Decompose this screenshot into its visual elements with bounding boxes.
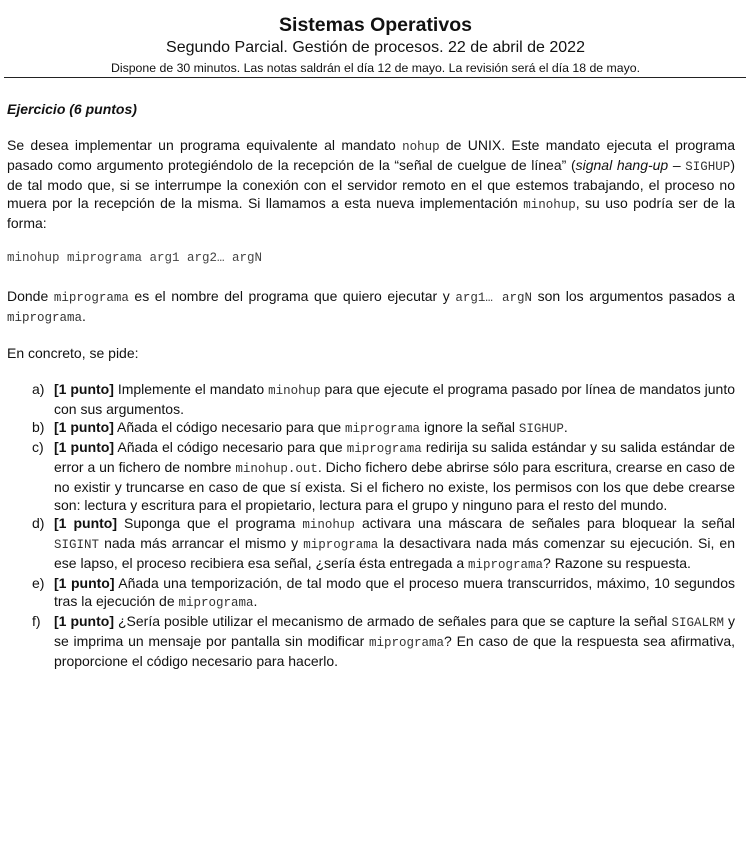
question-a: a) [1 punto] Implemente el mandato minohup para que ejecute el programa pasado por línea de mandatos junto con sus argumentos. [32, 381, 735, 417]
command-example: minohup miprograma arg1 arg2… argN [7, 251, 263, 265]
question-list [32, 380, 735, 670]
question-d: d) [1 punto] Suponga que el programa minohup activara una máscara de señales para bloquear la señal SIGINT nada más arrancar el mismo y miprograma la desactivara nada más comenzar su ejecución. Si, en ese lapso, el proceso recibiera esa señal, ¿sería ésta entregada a miprograma? Razone su respuesta. [32, 515, 735, 572]
question-e: e) [1 punto] Añada una temporización, de tal modo que el proceso muera transcurridos, máximo, 10 segundos tras la ejecución de miprograma. [32, 575, 735, 610]
donde-paragraph: Donde miprograma es el nombre del programa que quiero ejecutar y arg1… argN son los argumentos pasados a miprograma. [7, 288, 735, 325]
exercise-heading: Ejercicio (6 puntos) [7, 101, 137, 117]
header-divider [4, 77, 746, 78]
request-text: En concreto, se pide: [7, 345, 139, 361]
exam-note: Dispone de 30 minutos. Las notas saldrán el día 12 de mayo. La revisión será el día 18 de mayo. [110, 61, 641, 75]
question-f: f) [1 punto] ¿Sería posible utilizar el mecanismo de armado de señales para que se capture la señal SIGALRM y se imprima un mensaje por pantalla sin modificar miprograma? En caso de que la respuesta sea afirmativa, proporcione el código necesario para hacerlo. [32, 613, 736, 669]
question-c: c) [1 punto] Añada el código necesario para que miprograma redirija su salida estándar y su salida estándar de error a un fichero de nombre minohup.out. Dicho fichero debe abrirse sólo para escritura, crearse en caso de no existir y truncarse en caso de que sí exista. Si el fichero no existe, los permisos con los que debe crearse son: lectura y escritura para el propietario, lectura para el grupo y ninguno para el resto del mundo. [32, 439, 735, 513]
question-b: b) [1 punto] Añada el código necesario para que miprograma ignore la señal SIGHUP. [32, 419, 568, 436]
page-title: Sistemas Operativos [279, 14, 472, 36]
exam-subtitle: Segundo Parcial. Gestión de procesos. 22 de abril de 2022 [166, 39, 585, 56]
intro-paragraph: Se desea implementar un programa equivalente al mandato nohup de UNIX. Este mandato ejecuta el programa pasado como argumento protegiéndolo de la recepción de la “señal de cuelgue de línea” (signal hang-up – SIGHUP) de tal modo que, si se interrumpe la conexión con el servidor remoto en el que estemos trabajando, el proceso no muera por la recepción de la misma. Si llamamos a esta nueva implementación minohup, su uso podría ser de la forma: [7, 137, 736, 231]
